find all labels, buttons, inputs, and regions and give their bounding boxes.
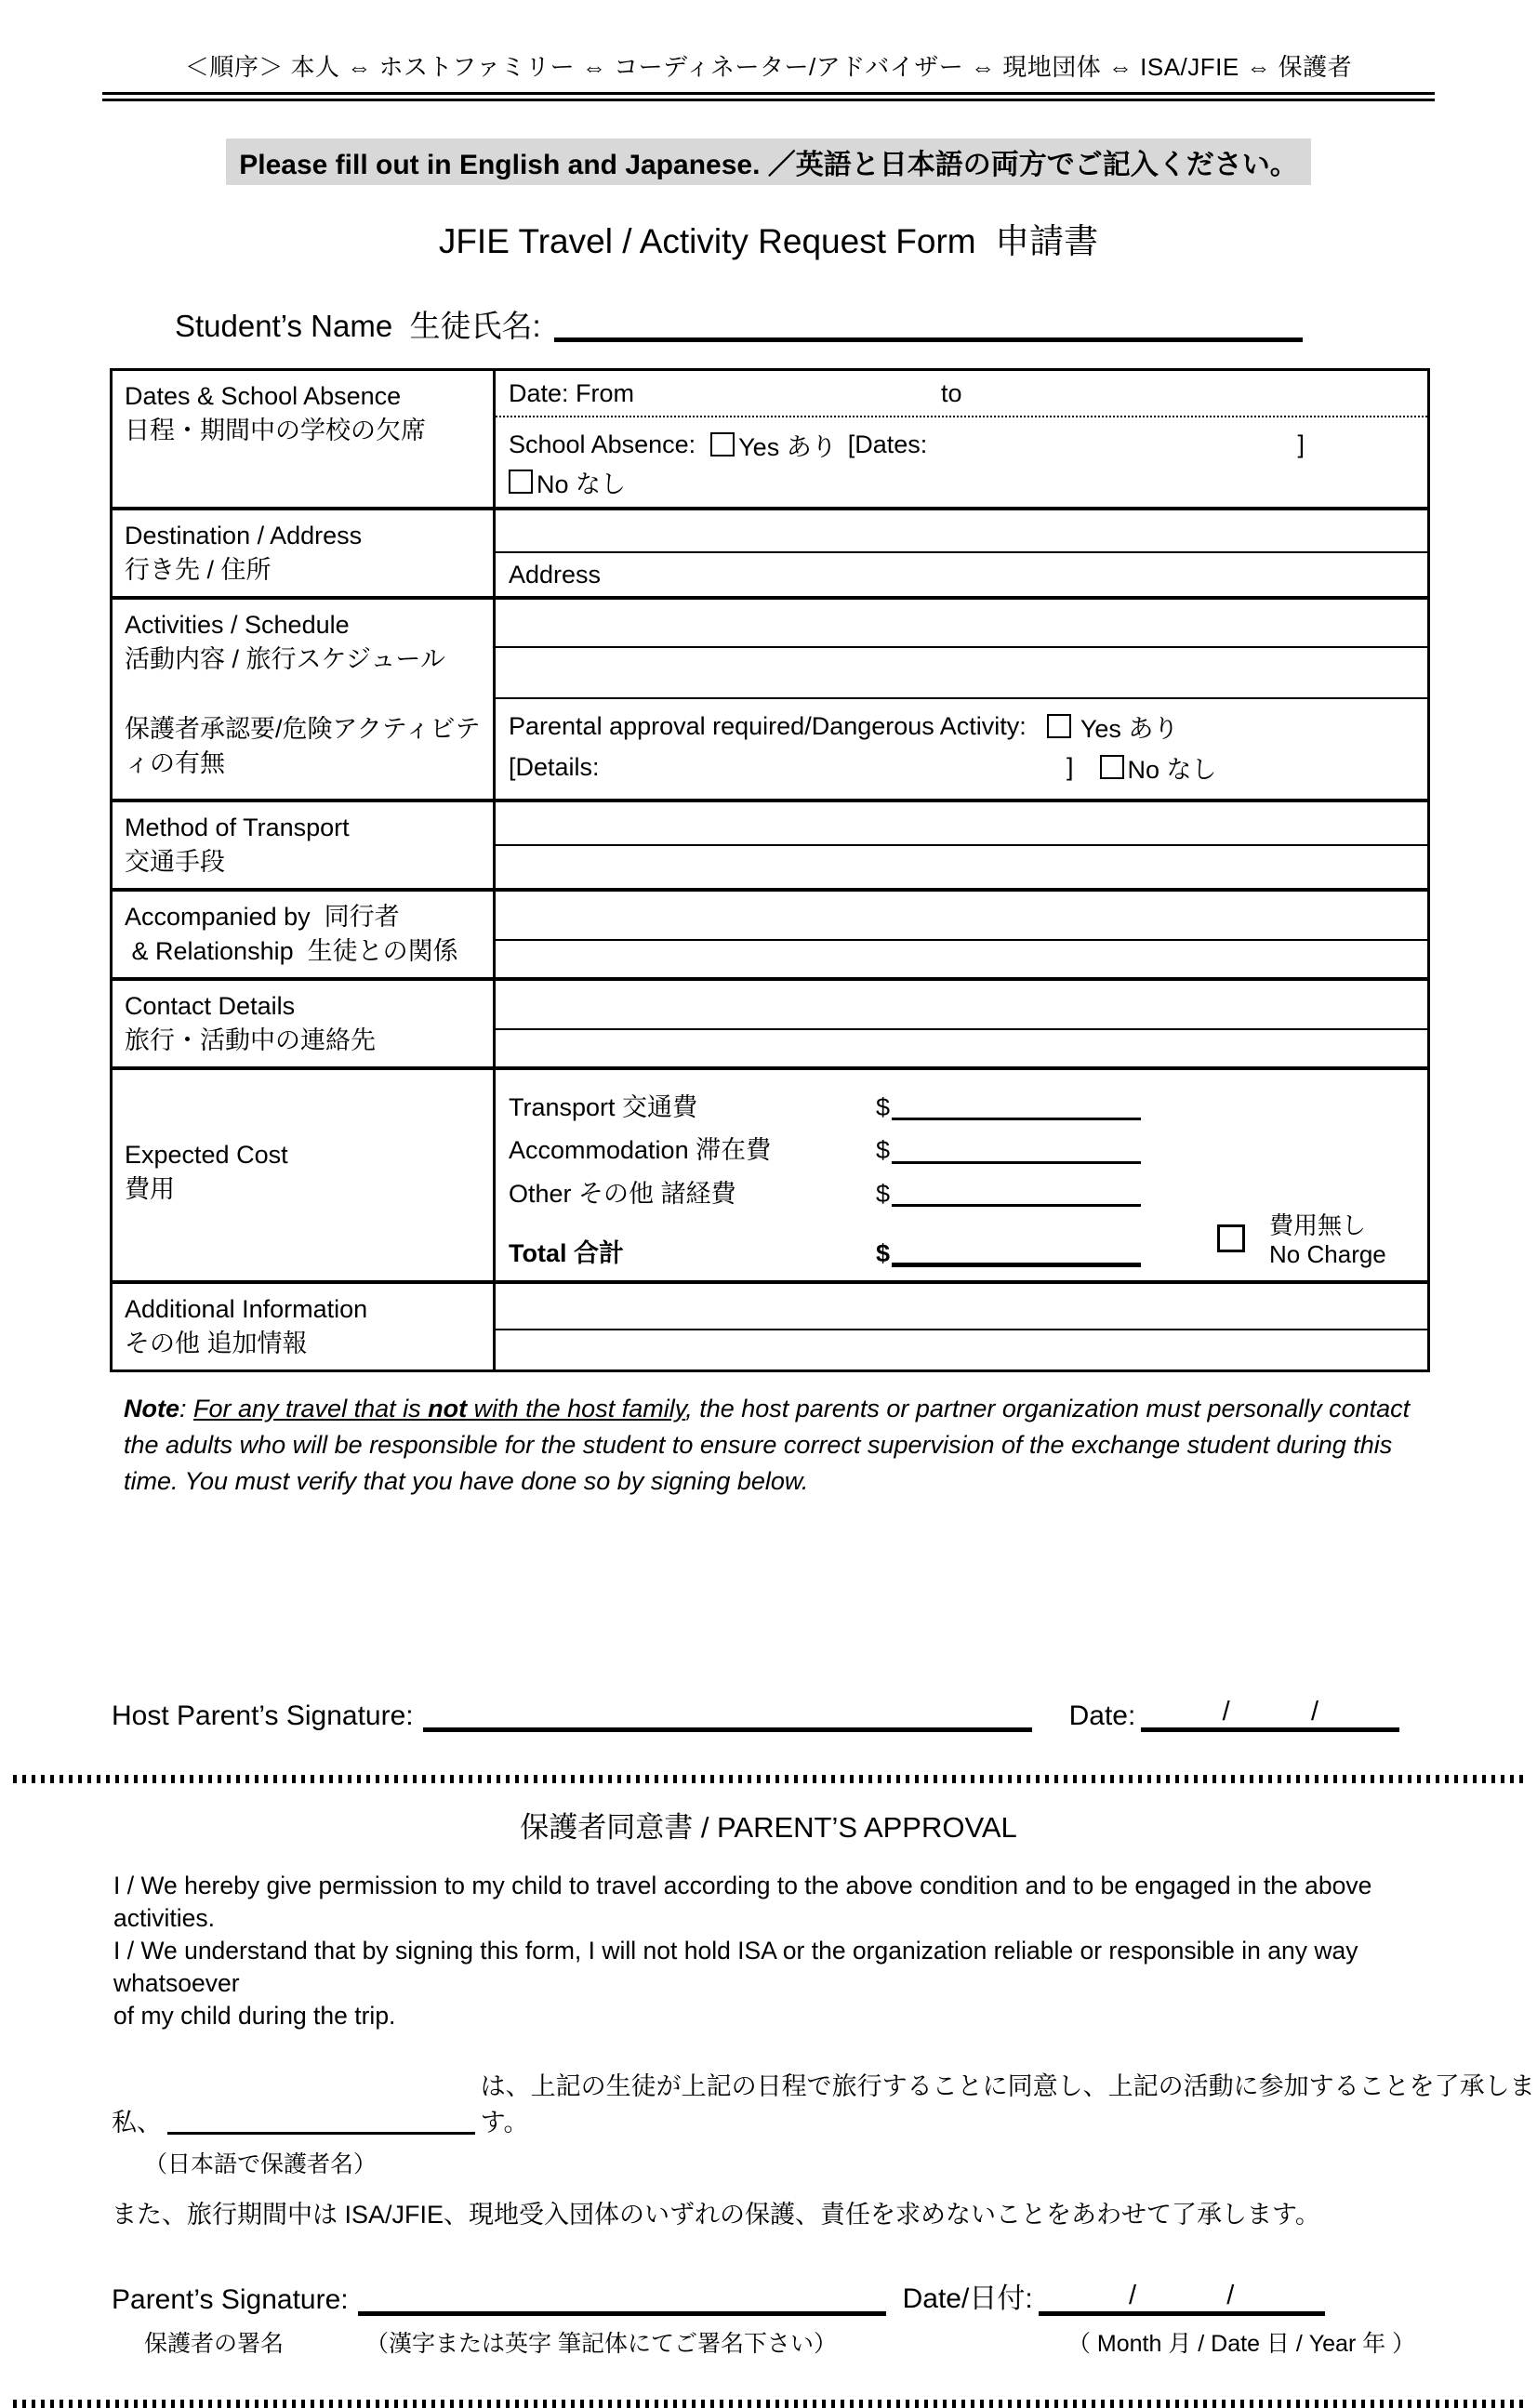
contact-row-label: Contact Details 旅行・活動中の連絡先 <box>113 981 496 1066</box>
dates-row-label: Dates & School Absence 日程・期間中の学校の欠席 <box>113 371 496 507</box>
dangerous-activity-cell <box>496 699 1427 799</box>
school-absence-label: School Absence: <box>509 430 696 458</box>
jp-consent-prefix: 私、 <box>112 2109 162 2137</box>
japanese-consent-block <box>112 2066 1537 2230</box>
parent-date-field[interactable] <box>1039 2277 1325 2316</box>
cost-line-total: Total 合計 $ 費用無し No Charge <box>509 1211 1386 1268</box>
parent-signature-field[interactable] <box>358 2277 886 2316</box>
note-paragraph: Note: For any travel that is not with the host family, the host parents or partner organization must personally contact the adults who will be responsible for the student to ensure correct supervision of the exchange student during this time. You must verify that you have done so by signing below. <box>124 1395 1411 1495</box>
jp-consent-suffix: は、上記の生徒が上記の日程で旅行することに同意し、上記の活動に参加することを了承します。 <box>480 2072 1535 2137</box>
parent-signature-row <box>112 2275 1537 2316</box>
school-absence-no-checkbox[interactable] <box>509 470 533 494</box>
table-row-accompanied <box>113 892 1427 981</box>
date-slash: / <box>1310 1697 1319 1727</box>
student-name-field[interactable] <box>554 333 1303 342</box>
no-charge-option <box>1217 1211 1386 1269</box>
parent-signature-sub-note: （漢字または英字 筆記体にてご署名下さい） <box>365 2331 837 2357</box>
bilingual-instruction: Please fill out in English and Japanese. ／英語と日本語の両方でご記入ください。 <box>226 139 1311 185</box>
dollar-sign: $ <box>876 1179 891 1208</box>
accommodation-cost-field[interactable] <box>892 1157 1141 1164</box>
no-charge-label: 費用無し No Charge <box>1269 1211 1386 1268</box>
dangerous-activity-no-checkbox[interactable] <box>1100 755 1124 779</box>
activities-row-label: Activities / Schedule 活動内容 / 旅行スケジュール 保護者承認要/危険アクティビティの有無 <box>113 600 496 799</box>
approval-statement: I / We hereby give permission to my child to travel according to the above condition and to be engaged in the above activities. I / We understand that by signing this form, I will not hold ISA or the organization reliable or responsible in any way whatsoever of my child during the trip. <box>113 1872 1372 2030</box>
request-form-table <box>110 368 1430 1372</box>
table-row-cost <box>113 1070 1427 1284</box>
transport-cost-field[interactable] <box>892 1113 1141 1120</box>
date-range-field[interactable] <box>496 371 1427 417</box>
perforation-divider-bottom <box>13 2400 1524 2408</box>
no-charge-checkbox[interactable] <box>1217 1224 1245 1252</box>
cost-line-other: Other その他 諸経費 $ <box>496 1168 1141 1209</box>
double-rule-divider <box>102 92 1435 101</box>
jp-name-note: （日本語で保護者名） <box>144 2151 378 2177</box>
dangerous-activity-yes-checkbox[interactable] <box>1047 714 1071 738</box>
cost-line-accommodation: Accommodation 滞在費 $ <box>496 1125 1141 1166</box>
date-to-label: to <box>941 378 962 407</box>
host-date-field[interactable] <box>1141 1693 1399 1732</box>
parent-date-sub-note: （ Month 月 / Date 日 / Year 年 ） <box>1067 2331 1416 2357</box>
table-row-additional <box>113 1284 1427 1369</box>
destination-field[interactable] <box>496 510 1427 553</box>
parent-name-japanese-field[interactable] <box>167 2125 475 2135</box>
date-slash: / <box>1128 2281 1136 2310</box>
school-absence-cell <box>496 417 1427 507</box>
school-absence-yes-label: Yes あり <box>738 432 837 461</box>
host-signature-label: Host Parent’s Signature: <box>112 1700 414 1731</box>
contact-field-2[interactable] <box>496 1030 1427 1066</box>
host-signature-field[interactable] <box>423 1693 1032 1732</box>
perforation-divider <box>13 1775 1524 1783</box>
parent-date-label: Date/日付: <box>902 2283 1033 2314</box>
absence-dates-close-bracket: ] <box>1297 430 1305 458</box>
additional-field-2[interactable] <box>496 1330 1427 1369</box>
school-absence-yes-checkbox[interactable] <box>710 432 735 456</box>
accompanied-field-1[interactable] <box>496 892 1427 941</box>
parents-approval-heading: 保護者同意書 / PARENT’S APPROVAL <box>520 1811 1017 1844</box>
date-slash: / <box>1226 2281 1235 2310</box>
dangerous-activity-yes-label: Yes あり <box>1080 714 1179 743</box>
other-cost-field[interactable] <box>892 1199 1141 1207</box>
transport-field-2[interactable] <box>496 846 1427 888</box>
table-row-dates <box>113 371 1427 510</box>
accompanied-field-2[interactable] <box>496 941 1427 977</box>
dangerous-activity-no-label: No なし <box>1127 755 1217 784</box>
total-cost-field[interactable] <box>892 1260 1141 1267</box>
destination-row-label: Destination / Address 行き先 / 住所 <box>113 510 496 596</box>
routing-order-line: ＜順序＞ 本人 ⇔ ホストファミリー ⇔ コーディネーター/アドバイザー ⇔ 現地団体 ⇔ ISA/JFIE ⇔ 保護者 <box>184 53 1353 81</box>
date-slash: / <box>1222 1697 1230 1727</box>
activities-field-1[interactable] <box>496 600 1427 648</box>
school-absence-no-label: No なし <box>537 470 627 498</box>
cost-line-transport: Transport 交通費 $ <box>496 1081 1141 1122</box>
form-title: JFIE Travel / Activity Request Form 申請書 <box>438 222 1099 260</box>
jp-consent-line2: また、旅行期間中は ISA/JFIE、現地受入団体のいずれの保護、責任を求めないことをあわせて了承します。 <box>112 2201 1320 2229</box>
table-row-transport <box>113 802 1427 892</box>
parent-signature-label: Parent’s Signature: <box>112 2284 349 2315</box>
absence-dates-open-bracket: [Dates: <box>847 430 928 458</box>
details-open-bracket: [Details: <box>509 752 600 781</box>
student-name-label: Student’s Name 生徒氏名: <box>175 309 541 343</box>
address-field[interactable] <box>496 553 1427 596</box>
cost-cell <box>496 1070 1427 1280</box>
date-from-label: Date: From <box>509 378 635 407</box>
activities-field-2[interactable] <box>496 648 1427 699</box>
host-date-label: Date: <box>1068 1700 1136 1731</box>
address-label: Address <box>509 560 602 589</box>
contact-field-1[interactable] <box>496 981 1427 1030</box>
table-row-contact <box>113 981 1427 1070</box>
signature-sublabels <box>144 2325 1537 2359</box>
dollar-sign: $ <box>876 1239 891 1268</box>
cost-row-label: Expected Cost 費用 <box>113 1070 496 1280</box>
parental-approval-label: Parental approval required/Dangerous Activity: <box>509 711 1027 740</box>
additional-field-1[interactable] <box>496 1284 1427 1330</box>
parent-signature-sub-ja: 保護者の署名 <box>144 2331 285 2357</box>
additional-row-label: Additional Information その他 追加情報 <box>113 1284 496 1369</box>
accompanied-row-label: Accompanied by 同行者 & Relationship 生徒との関係 <box>113 892 496 977</box>
transport-field-1[interactable] <box>496 802 1427 846</box>
dollar-sign: $ <box>876 1136 891 1165</box>
table-row-destination <box>113 510 1427 600</box>
details-close-bracket: ] <box>1067 752 1074 781</box>
transport-row-label: Method of Transport 交通手段 <box>113 802 496 888</box>
dollar-sign: $ <box>876 1093 891 1121</box>
host-signature-row <box>112 1693 1537 1732</box>
table-row-activities <box>113 600 1427 802</box>
